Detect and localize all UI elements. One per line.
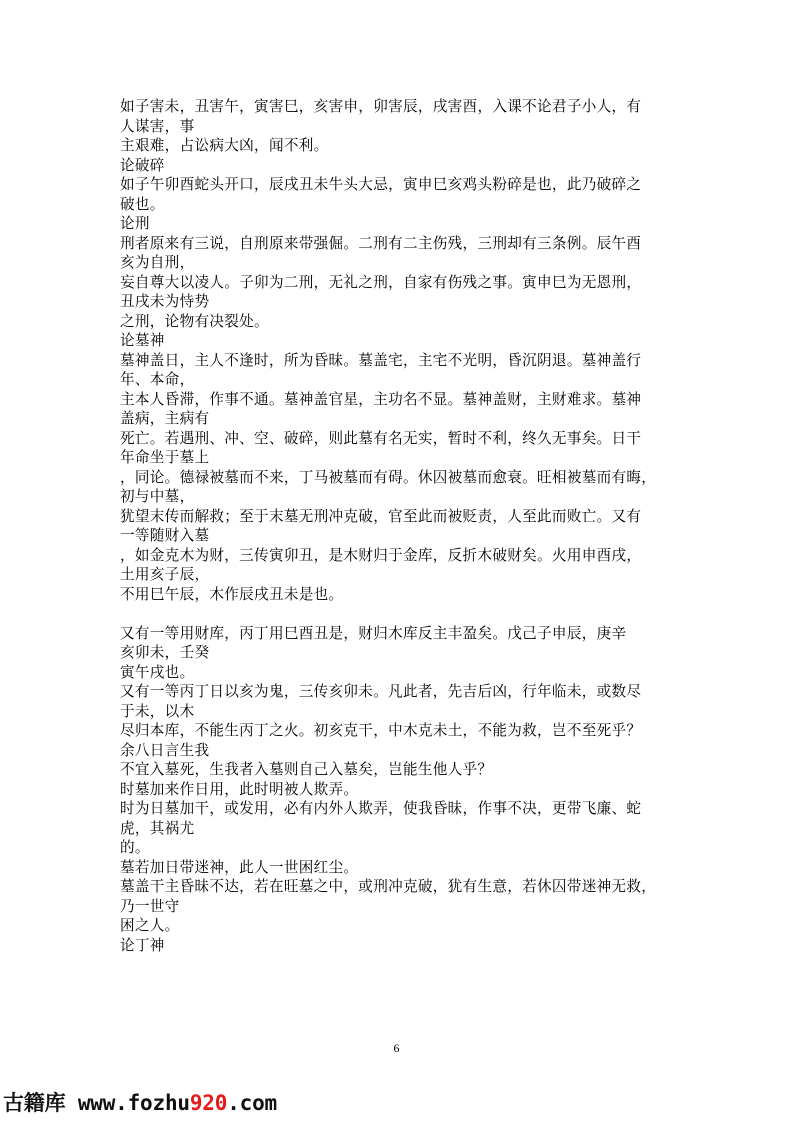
paragraph-gap xyxy=(120,604,685,624)
text-line: 寅午戌也。 xyxy=(120,663,195,681)
text-line: 丑戌未为恃势 xyxy=(120,293,210,310)
text-line: 墓若加日带迷神，此人一世困红尘。 xyxy=(120,858,359,876)
text-line: 又有一等用财库，丙丁用巳酉丑是，财归木库反主丰盈矣。戊己子申辰，庚辛 xyxy=(120,624,627,642)
site-watermark[interactable] xyxy=(3,1088,277,1118)
text-line: 困之人。 xyxy=(120,917,180,934)
text-line: 余八日言生我 xyxy=(120,741,210,759)
text-line: ，同论。德禄被墓而不来，丁马被墓而有碍。休囚被墓而愈衰。旺相被墓而有晦， xyxy=(120,468,657,486)
text-line: 不宜入墓死，生我者入墓则自己入墓矣，岂能生他人乎？ xyxy=(120,761,493,778)
text-line: 尽归本库，不能生丙丁之火。初亥克干，中木克未土，不能为救，岂不至死乎？ xyxy=(120,722,642,739)
text-line: 主艰难，占讼病大凶，闻不利。 xyxy=(120,137,329,154)
text-line: 时墓加来作日用，此时明被人欺弄。 xyxy=(120,780,359,798)
text-line: 年命坐于墓上 xyxy=(120,449,210,466)
text-line: 论刑 xyxy=(120,215,150,232)
text-line: 主本人昏滞，作事不通。墓神盖官星，主功名不显。墓神盖财，主财难求。墓神 xyxy=(120,390,642,408)
text-line: 虎，其祸尤 xyxy=(120,819,195,837)
text-line: 如子午卯酉蛇头开口，辰戌丑未牛头大忌，寅申巳亥鸡头粉碎是也，此乃破碎之 xyxy=(120,176,642,193)
text-line: 一等随财入墓 xyxy=(120,527,210,544)
text-line: 墓盖干主昏昧不达，若在旺墓之中，或刑冲克破，犹有生意，若休囚带迷神无救， xyxy=(120,878,657,895)
text-line: 亥为自刑， xyxy=(120,254,195,271)
text-line: 土用亥子辰， xyxy=(120,566,210,583)
text-line: 如子害未，丑害午，寅害巳，亥害申，卯害辰，戌害酉，入课不论君子小人，有 xyxy=(120,98,642,115)
watermark-site-digits: 920 xyxy=(189,1091,228,1115)
page-number: 6 xyxy=(393,1041,400,1055)
text-line: 犹望末传而解救；至于末墓无刑冲克破，官至此而被贬责，人至此而败亡。又有 xyxy=(120,507,642,525)
text-line: 破也。 xyxy=(120,195,165,213)
watermark-site-tld: .com xyxy=(227,1091,277,1115)
text-line: 不用巳午辰，木作辰戌丑未是也。 xyxy=(120,585,344,603)
watermark-site-name: 古籍库 www.fozhu xyxy=(3,1091,190,1115)
text-line: 论丁神 xyxy=(120,936,165,954)
text-line: 年、本命， xyxy=(120,371,195,388)
text-line: 于未，以木 xyxy=(120,702,195,720)
text-line: 人谋害，事 xyxy=(120,117,195,135)
text-line: ，如金克木为财，三传寅卯丑，是木财归于金库，反折木破财矣。火用申酉戌， xyxy=(120,546,642,564)
text-line: 妄自尊大以凌人。子卯为二刑，无礼之刑，自家有伤残之事。寅申巳为无恩刑， xyxy=(120,273,642,291)
text-line: 论破碎 xyxy=(120,156,165,174)
text-line: 时为日墓加干，或发用，必有内外人欺弄，使我昏昧，作事不决，更带飞廉、蛇 xyxy=(120,800,642,817)
text-line: 刑者原来有三说，自刑原来带强倔。二刑有二主伤残，三刑却有三条例。辰午酉 xyxy=(120,234,642,252)
text-line: 盖病，主病有 xyxy=(120,410,210,427)
text-line: 之刑，论物有决裂处。 xyxy=(120,312,269,330)
text-line: 乃一世守 xyxy=(120,897,180,915)
text-line: 又有一等丙丁日以亥为鬼，三传亥卯未。凡此者，先吉后凶，行年临未，或数尽 xyxy=(120,683,642,700)
document-body xyxy=(120,97,685,955)
text-line: 墓神盖日，主人不逢时，所为昏昧。墓盖宅，主宅不光明，昏沉阴退。墓神盖行 xyxy=(120,351,642,369)
text-line: 论墓神 xyxy=(120,332,165,349)
text-line: 死亡。若遇刑、冲、空、破碎，则此墓有名无实，暂时不利，终久无事矣。日干 xyxy=(120,429,642,447)
text-line: 的。 xyxy=(120,839,150,856)
text-line: 初与中墓， xyxy=(120,488,195,505)
text-line: 亥卯未，壬癸 xyxy=(120,644,210,661)
